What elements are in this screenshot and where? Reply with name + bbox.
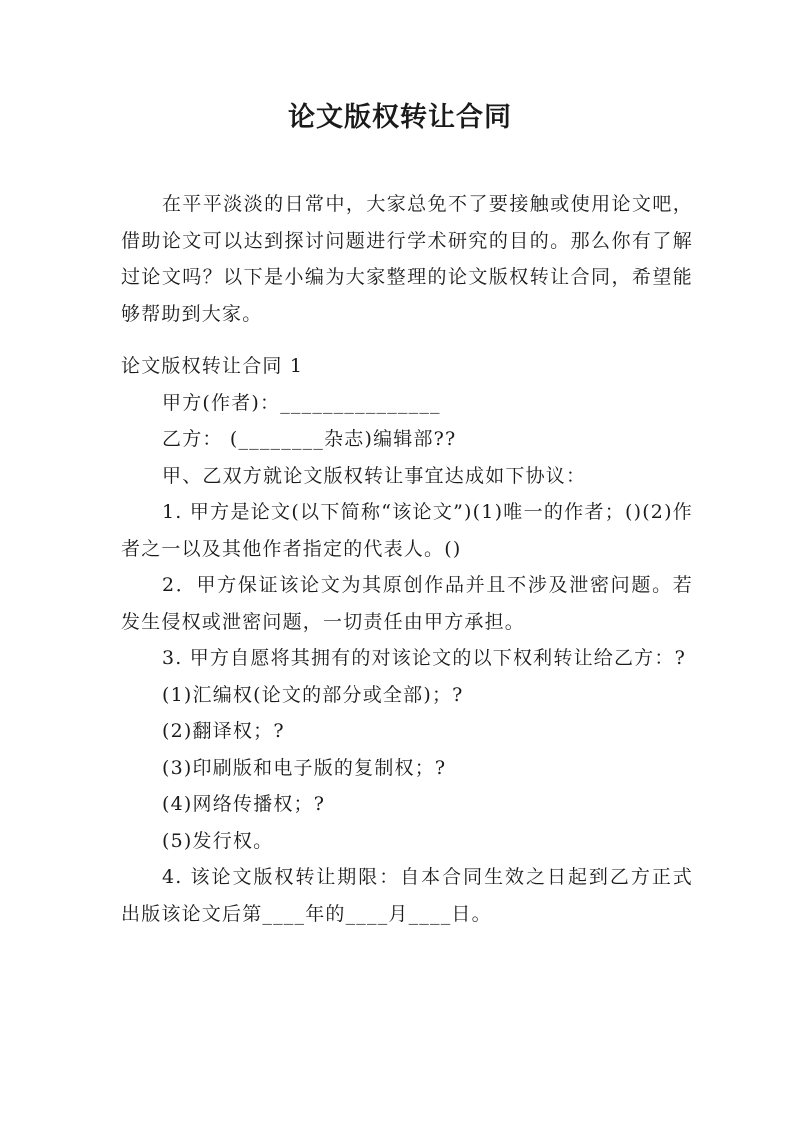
document-title: 论文版权转让合同: [288, 102, 512, 133]
clause-1: 1. 甲方是论文(以下简称“该论文”)(1)唯一的作者；()(2)作者之一以及其他作者指定的代表人。(): [121, 501, 693, 560]
clause-2: 2．甲方保证该论文为其原创作品并且不涉及泄密问题。若发生侵权或泄密问题，一切责任由甲方承担。: [121, 574, 693, 633]
right-item: (5)发行权。: [162, 829, 274, 852]
clause-4: 4. 该论文版权转让期限：自本合同生效之日起到乙方正式出版该论文后第____年的____月____日。: [121, 866, 693, 925]
section-title: 论文版权转让合同 1: [121, 355, 304, 377]
right-item: (3)印刷版和电子版的复制权；?: [162, 756, 447, 779]
right-item: (2)翻译权；?: [162, 720, 285, 742]
paragraph-gap: [121, 332, 693, 348]
clause-3: 3. 甲方自愿将其拥有的对该论文的以下权利转让给乙方：?: [162, 647, 686, 669]
party-a-line: 甲方(作者)：_______________: [162, 391, 441, 414]
right-item: (1)汇编权(论文的部分或全部)；?: [162, 683, 464, 706]
right-item: (4)网络传播权；?: [162, 793, 326, 815]
document-body: [121, 186, 693, 932]
party-b-line: 乙方： (________杂志)编辑部??: [162, 428, 457, 450]
agreement-intro: 甲、乙双方就论文版权转让事宜达成如下协议：: [162, 464, 587, 487]
intro-paragraph: 在平平淡淡的日常中，大家总免不了要接触或使用论文吧，借助论文可以达到探讨问题进行学术研究的目的。那么你有了解过论文吗？以下是小编为大家整理的论文版权转让合同，希望能够帮助到大家。: [121, 193, 693, 325]
